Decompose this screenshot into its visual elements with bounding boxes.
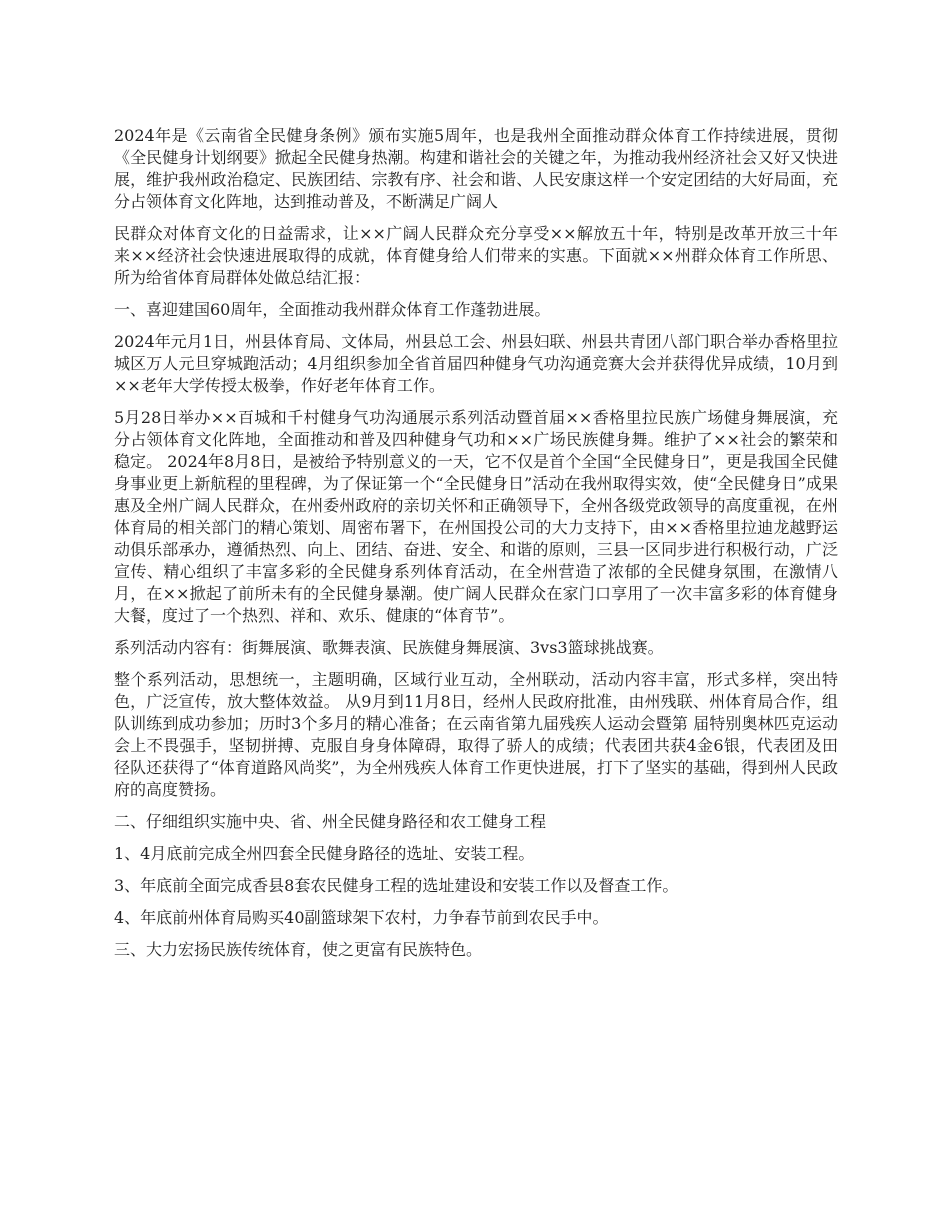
paragraph-intro-continued: 民群众对体育文化的日益需求，让××广阔人民群众充分享受××解放五十年，特别是改革开放三十年来××经济社会快速进展取得的成就，体育健身给人们带来的实惠。下面就××州群众体育工作所思、所为给省体育局群体处做总结汇报： — [114, 224, 838, 287]
list-item-3: 3、年底前全面完成香县8套农民健身工程的选址建设和安装工作以及督查工作。 — [114, 876, 679, 895]
paragraph-fitness-day: 5月28日举办××百城和千村健身气功沟通展示系列活动暨首届××香格里拉民族广场健身舞展演，充分占领体育文化阵地，全面推动和普及四种健身气功和××广场民族健身舞。维护了××社会的繁荣和稳定。 2024年8月8日，是被给予特别意义的一天，它不仅是首个全国“全民健身日”，更是我国全民健身事业更上新航程的里程碑，为了保证第一个“全民健身日”活动在我州取得实效，使“全民健身日”成果惠及全州广阔人民群众，在州委州政府的亲切关怀和正确领导下，全州各级党政领导的高度重视，在州体育局的相关部门的精心策划、周密布署下，在州国投公司的大力支持下，由××香格里拉迪龙越野运动俱乐部承办，遵循热烈、向上、团结、奋进、安全、和谐的原则，三县一区同步进行积极行动，广泛宣传、精心组织了丰富多彩的全民健身系列体育活动，在全州营造了浓郁的全民健身氛围，在激情八月，在××掀起了前所未有的全民健身暴潮。使广阔人民群众在家门口享用了一次丰富多彩的体育健身大餐，度过了一个热烈、祥和、欢乐、健康的“体育节”。 — [114, 408, 838, 625]
document-body — [114, 125, 838, 971]
section-heading-1: 一、喜迎建国60周年，全面推动我州群众体育工作蓬勃进展。 — [114, 300, 551, 319]
list-item-1: 1、4月底前完成全州四套全民健身路径的选址、安装工程。 — [114, 844, 535, 863]
paragraph-disabled-games: 整个系列活动，思想统一，主题明确，区域行业互动，全州联动，活动内容丰富，形式多样，突出特色，广泛宣传，放大整体效益。 从9月到11月8日，经州人民政府批准，由州残联、州体育局合作，组队训练到成功参加；历时3个多月的精心准备；在云南省第九届残疾人运动会暨第 届特别奥林匹克运动会上不畏强手，坚韧拼搏、克服自身身体障碍，取得了骄人的成绩；代表团共获4金6银，代表团及田径队还获得了“体育道路风尚奖”，为全州残疾人体育工作更快进展，打下了坚实的基础，得到州人民政府的高度赞扬。 — [114, 670, 838, 799]
paragraph-intro: 2024年是《云南省全民健身条例》颁布实施5周年，也是我州全面推动群众体育工作持续进展，贯彻《全民健身计划纲要》掀起全民健身热潮。构建和谐社会的关键之年，为推动我州经济社会又好又快进展，维护我州政治稳定、民族团结、宗教有序、社会和谐、人民安康这样一个安定团结的大好局面，充分占领体育文化阵地，达到推动普及，不断满足广阔人 — [114, 126, 838, 211]
section-heading-3: 三、大力宏扬民族传统体育，使之更富有民族特色。 — [114, 940, 483, 959]
list-item-4: 4、年底前州体育局购买40副篮球架下农村，力争春节前到农民手中。 — [114, 908, 609, 927]
paragraph-activity-list: 系列活动内容有：街舞展演、歌舞表演、民族健身舞展演、3vs3篮球挑战赛。 — [114, 638, 664, 657]
section-heading-2: 二、仔细组织实施中央、省、州全民健身路径和农工健身工程 — [114, 812, 547, 831]
paragraph-new-year-run: 2024年元月1日，州县体育局、文体局，州县总工会、州县妇联、州县共青团八部门职合举办香格里拉城区万人元旦穿城跑活动；4月组织参加全省首届四种健身气功沟通竞赛大会并获得优异成绩，10月到××老年大学传授太极拳，作好老年体育工作。 — [114, 332, 838, 395]
